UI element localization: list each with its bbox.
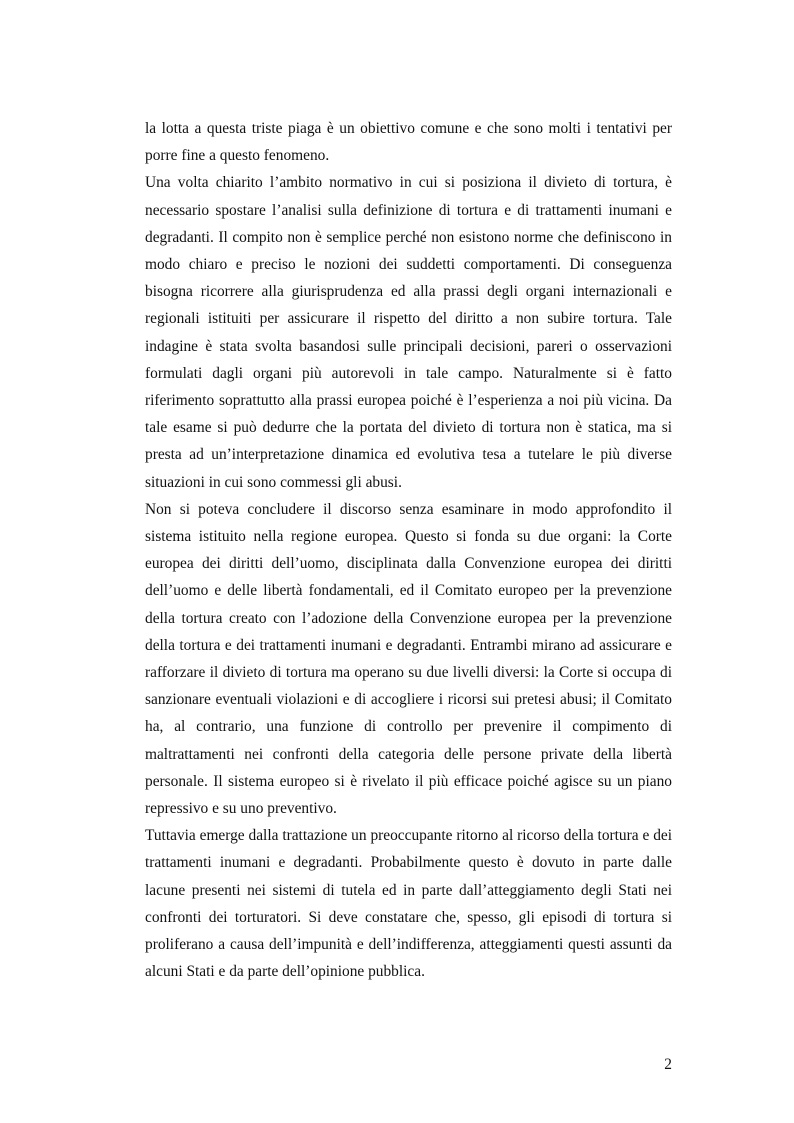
page-number: 2 <box>664 1056 672 1073</box>
paragraph-2: Una volta chiarito l’ambito normativo in cui si posiziona il divieto di tortura, è necessario spostare l’analisi sulla definizione di tortura e di trattamenti inumani e degradanti. Il compito non è semplice perché non esistono norme che definiscono in modo chiaro e preciso le nozioni dei suddetti comportamenti. Di conseguenza bisogna ricorrere alla giurisprudenza ed alla prassi degli organi internazionali e regionali istituiti per assicurare il rispetto del diritto a non subire tortura. Tale indagine è stata svolta basandosi sulle principali decisioni, pareri o osservazioni formulati dagli organi più autorevoli in tale campo. Naturalmente si è fatto riferimento soprattutto alla prassi europea poiché è l’esperienza a noi più vicina. Da tale esame si può dedurre che la portata del divieto di tortura non è statica, ma si presta ad un’interpretazione dinamica ed evolutiva tesa a tutelare le più diverse situazioni in cui sono commessi gli abusi. <box>145 174 672 491</box>
paragraph-4: Tuttavia emerge dalla trattazione un preoccupante ritorno al ricorso della tortura e dei trattamenti inumani e degradanti. Probabilmente questo è dovuto in parte dalle lacune presenti nei sistemi di tutela ed in parte dall’atteggiamento degli Stati nei confronti dei torturatori. Si deve constatare che, spesso, gli episodi di tortura si proliferano a causa dell’impunità e dell’indifferenza, atteggiamenti questi assunti da alcuni Stati e da parte dell’opinione pubblica. <box>145 827 672 981</box>
paragraph-1: la lotta a questa triste piaga è un obiettivo comune e che sono molti i tentativi per porre fine a questo fenomeno. <box>145 120 672 165</box>
document-body <box>145 115 672 986</box>
paragraph-3: Non si poteva concludere il discorso senza esaminare in modo approfondito il sistema istituito nella regione europea. Questo si fonda su due organi: la Corte europea dei diritti dell’uomo, disciplinata dalla Convenzione europea dei diritti dell’uomo e delle libertà fondamentali, ed il Comitato europeo per la prevenzione della tortura creato con l’adozione della Convenzione europea per la prevenzione della tortura e dei trattamenti inumani e degradanti. Entrambi mirano ad assicurare e rafforzare il divieto di tortura ma operano su due livelli diversi: la Corte si occupa di sanzionare eventuali violazioni e di accogliere i ricorsi sui pretesi abusi; il Comitato ha, al contrario, una funzione di controllo per prevenire il compimento di maltrattamenti nei confronti della categoria delle persone private della libertà personale. Il sistema europeo si è rivelato il più efficace poiché agisce su un piano repressivo e su uno preventivo. <box>145 500 672 818</box>
